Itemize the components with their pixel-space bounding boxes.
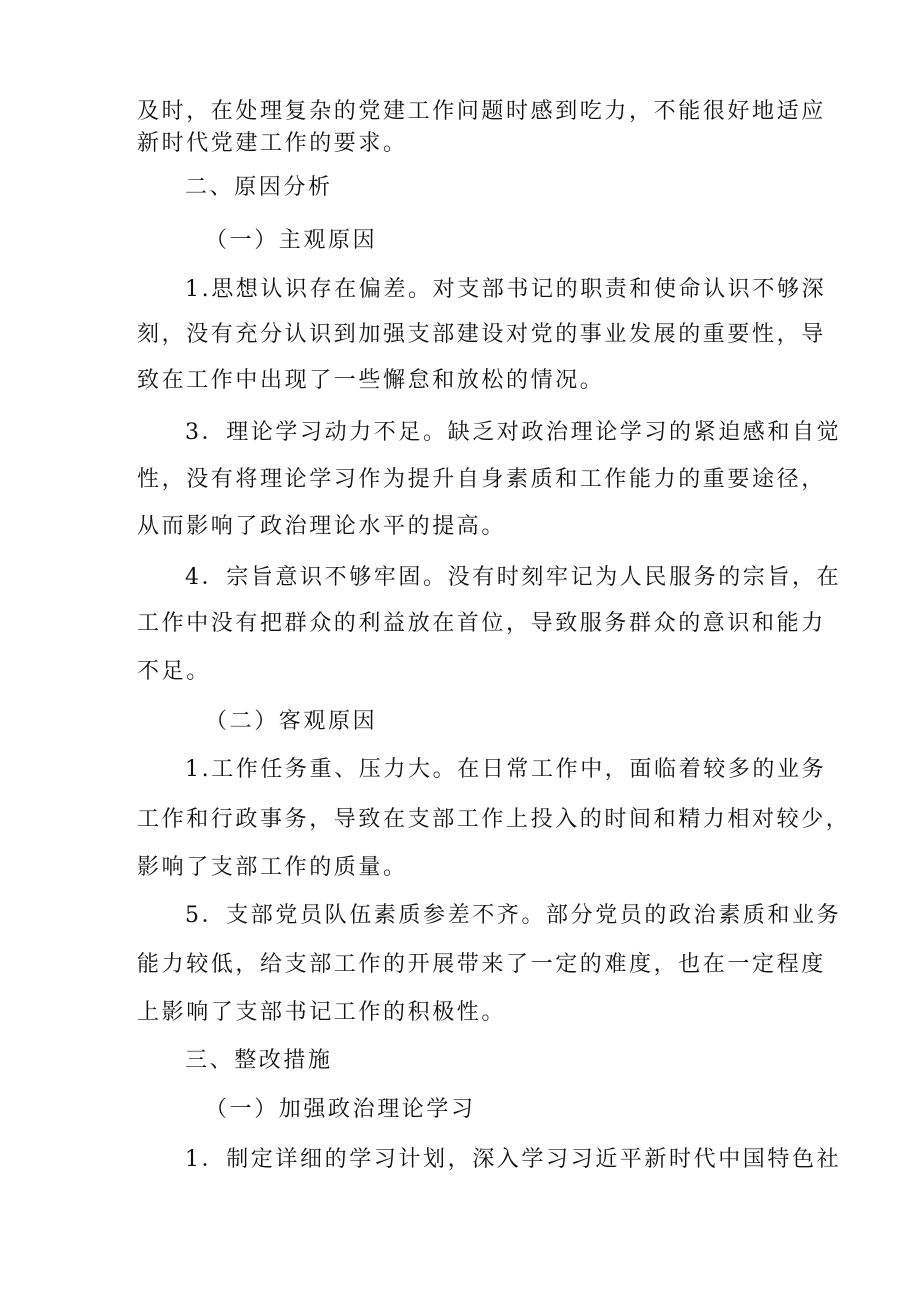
text-line: 刻，没有充分认识到加强支部建设对党的事业发展的重要性，导 [137,322,826,347]
subsection-heading: （一）加强政治理论学习 [205,1097,476,1122]
text-line: 1.思想认识存在偏差。对支部书记的职责和使命认识不够深 [185,277,827,302]
text-line: 及时，在处理复杂的党建工作问题时感到吃力，不能很好地适应 [137,99,826,124]
subsection-heading: （二）客观原因 [205,709,378,734]
text-line: 不足。 [137,659,211,684]
text-line: 工作中没有把群众的利益放在首位，导致服务群众的意识和能力 [137,611,826,636]
text-line: 上影响了支部书记工作的积极性。 [137,1000,507,1025]
text-line: 3．理论学习动力不足。缺乏对政治理论学习的紧迫感和自觉 [185,420,842,445]
text-line: 从而影响了政治理论水平的提高。 [137,514,507,539]
text-line: 影响了支部工作的质量。 [137,855,408,880]
text-line: 1.工作任务重、压力大。在日常工作中，面临着较多的业务 [185,757,827,782]
text-line: 1．制定详细的学习计划，深入学习习近平新时代中国特色社 [185,1147,842,1172]
text-line: 4．宗旨意识不够牢固。没有时刻牢记为人民服务的宗旨，在 [185,565,842,590]
text-line: 新时代党建工作的要求。 [137,131,408,156]
text-line: 致在工作中出现了一些懈怠和放松的情况。 [137,368,605,393]
section-heading: 二、原因分析 [185,175,333,200]
text-line: 性，没有将理论学习作为提升自身素质和工作能力的重要途径， [137,467,826,492]
section-heading: 三、整改措施 [185,1048,333,1073]
subsection-heading: （一）主观原因 [205,228,378,253]
text-line: 工作和行政事务，导致在支部工作上投入的时间和精力相对较少， [137,807,851,832]
text-line: 5．支部党员队伍素质参差不齐。部分党员的政治素质和业务 [185,903,842,928]
text-line: 能力较低，给支部工作的开展带来了一定的难度，也在一定程度 [137,952,826,977]
